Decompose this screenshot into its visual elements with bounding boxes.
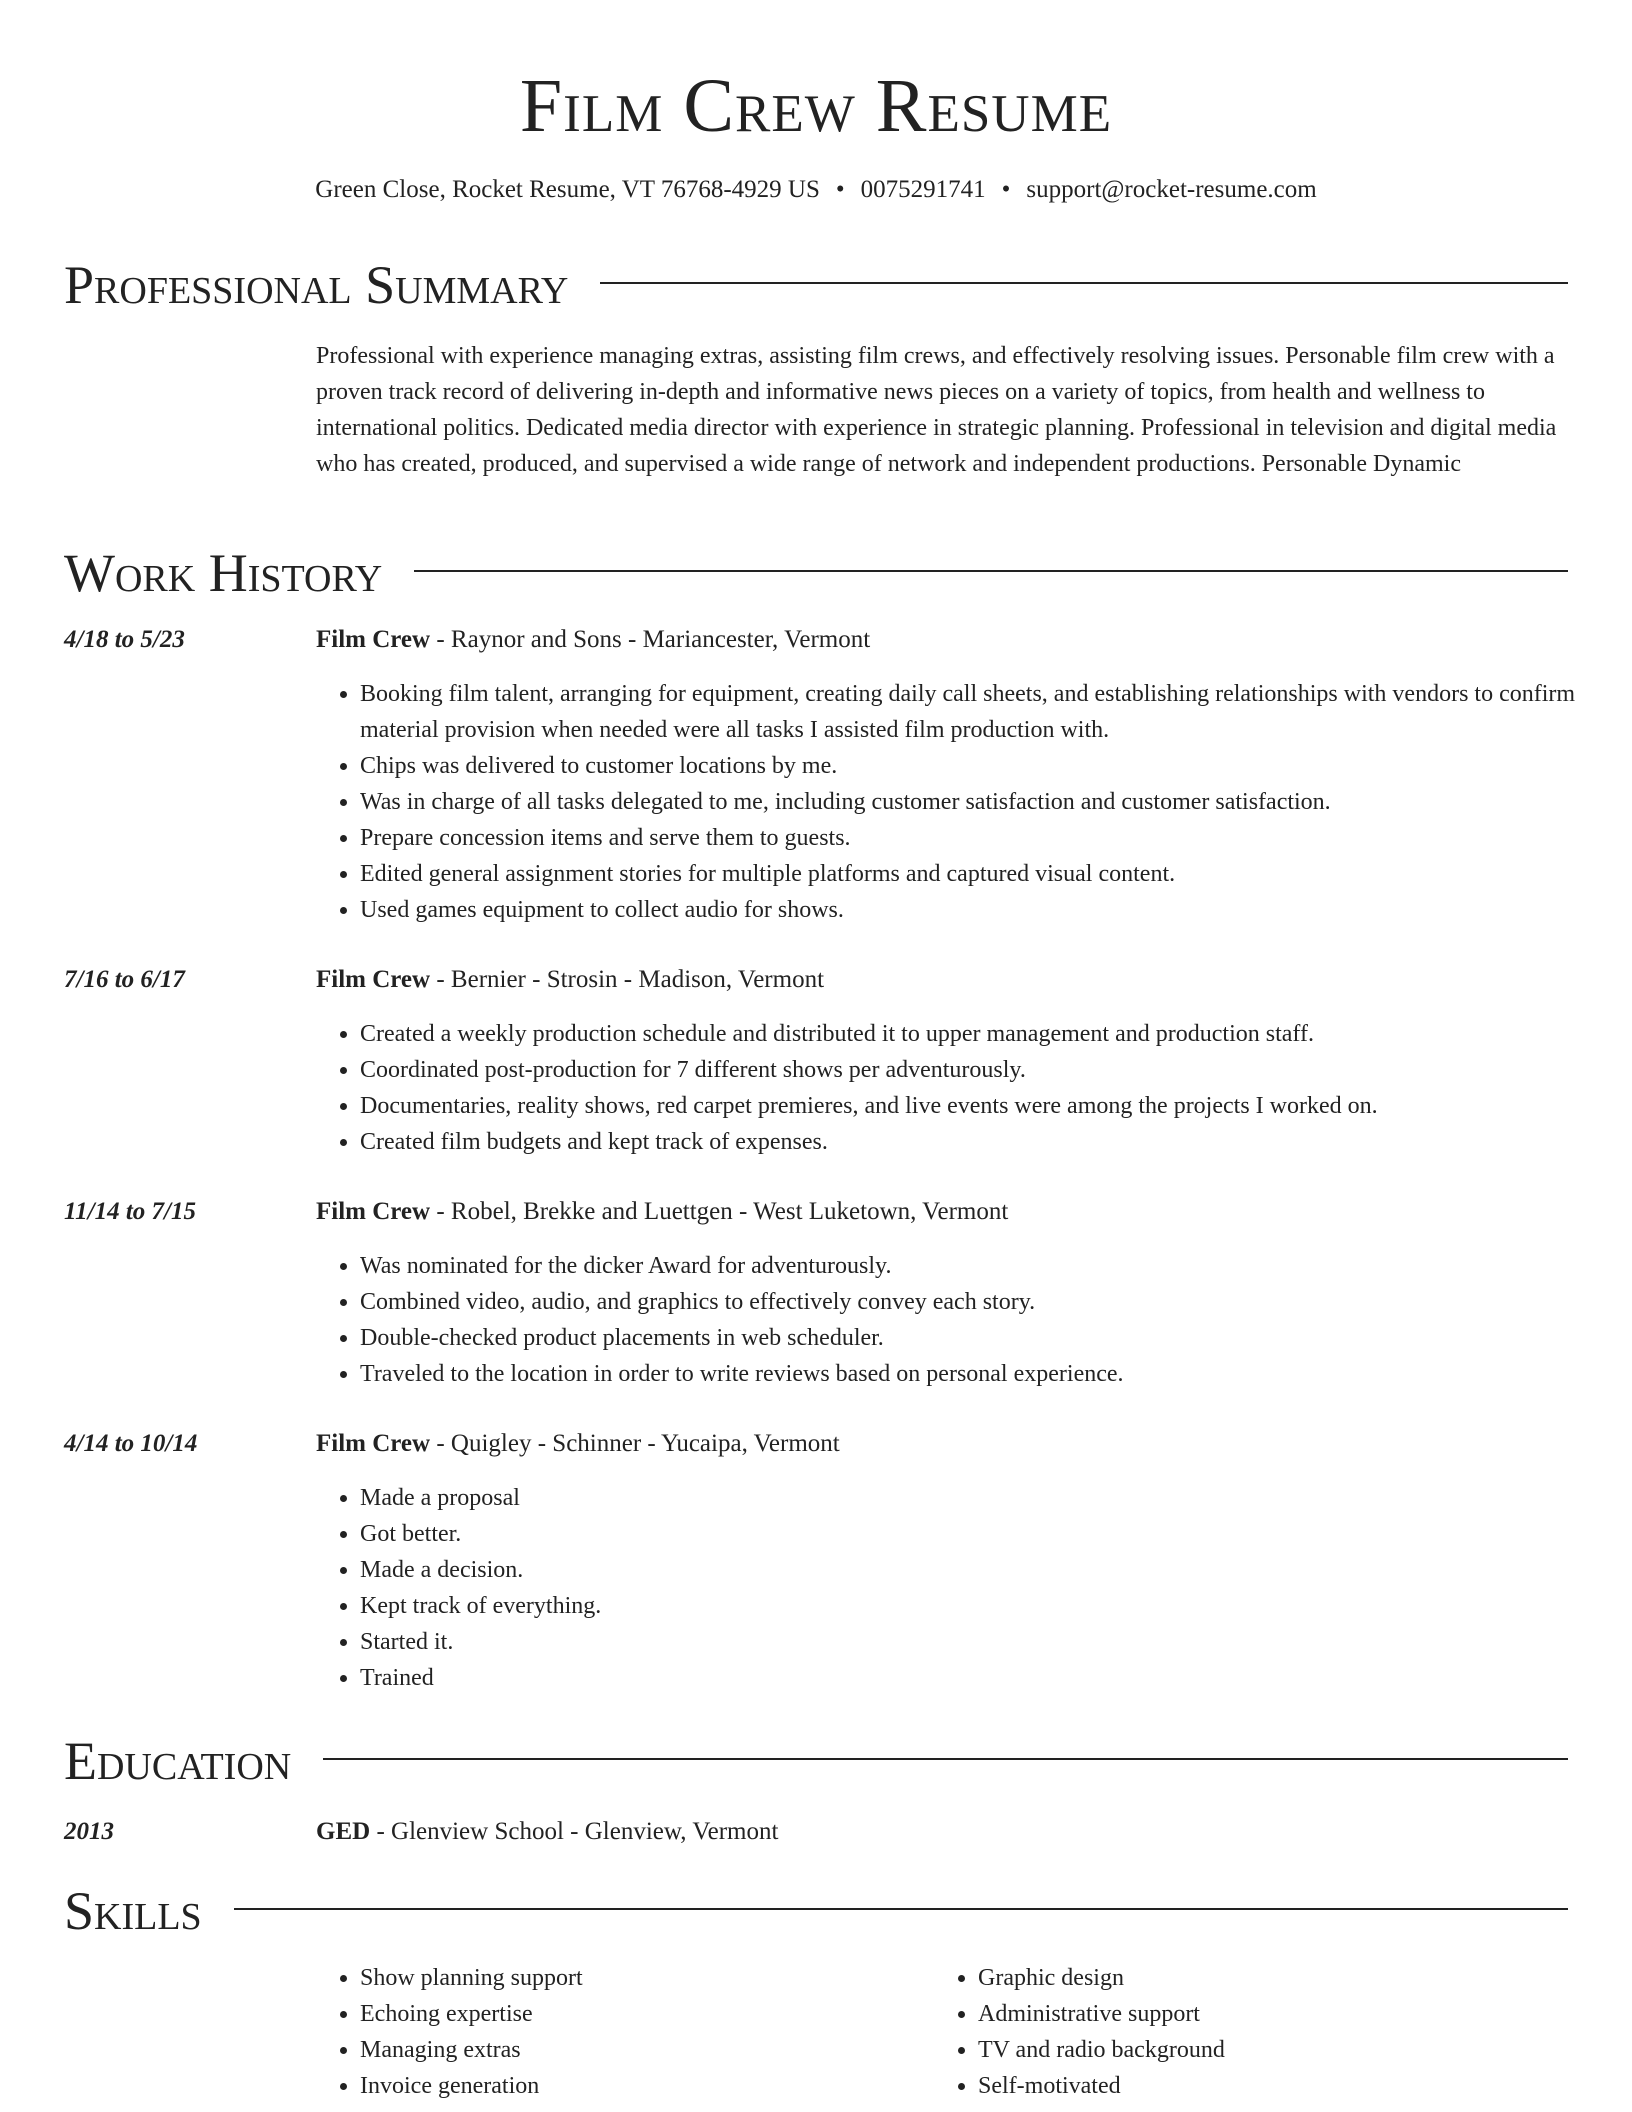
job-bullet: • Made a proposal — [360, 1480, 1632, 1516]
job-employer: - Raynor and Sons - Mariancester, Vermont — [430, 626, 871, 653]
job-employer: - Bernier - Strosin - Madison, Vermont — [430, 966, 825, 993]
skills-section-title: Skills — [64, 1881, 202, 1941]
job-date: 4/14 to 10/14 — [64, 1430, 198, 1457]
job-bullet: • Coordinated post-production for 7 different shows per adventurously. — [360, 1052, 1632, 1088]
job-role: Film Crew — [316, 1198, 431, 1225]
job-bullet: • Kept track of everything. — [360, 1588, 1632, 1624]
job-employer: - Robel, Brekke and Luettgen - West Luketown, Vermont — [430, 1198, 1009, 1225]
skill-item: • Managing extras — [360, 2032, 583, 2068]
job-title-line — [316, 622, 870, 658]
contact-separator: • — [835, 176, 845, 203]
section-divider — [323, 1758, 1568, 1760]
skills-column-1 — [316, 1960, 583, 2104]
job-bullet: • Was in charge of all tasks delegated to me, including customer satisfaction and customer satisfaction. — [360, 784, 1632, 820]
skill-item: • TV and radio background — [978, 2032, 1225, 2068]
job-title-line — [316, 1426, 840, 1462]
job-bullet: • Edited general assignment stories for multiple platforms and captured visual content. — [360, 856, 1632, 892]
skill-item: • Administrative support — [978, 1996, 1225, 2032]
job-bullet: • Traveled to the location in order to write reviews based on personal experience. — [360, 1356, 1632, 1392]
job-bullets — [316, 1480, 1632, 1696]
work-history-section-title: Work History — [64, 543, 383, 603]
job-date: 4/18 to 5/23 — [64, 626, 185, 653]
job-bullet: • Created a weekly production schedule and distributed it to upper management and production staff. — [360, 1016, 1632, 1052]
job-employer: - Quigley - Schinner - Yucaipa, Vermont — [430, 1430, 840, 1457]
contact-line — [0, 172, 1632, 208]
job-bullet: • Combined video, audio, and graphics to effectively convey each story. — [360, 1284, 1632, 1320]
education-school: - Glenview School - Glenview, Vermont — [370, 1818, 779, 1845]
job-bullet: • Got better. — [360, 1516, 1632, 1552]
work-history-section-header — [64, 538, 1568, 608]
summary-section-title: Professional Summary — [64, 255, 569, 315]
job-bullet: • Chips was delivered to customer locations by me. — [360, 748, 1632, 784]
contact-email: support@rocket-resume.com — [1026, 176, 1317, 203]
education-section-header — [64, 1726, 1568, 1796]
skills-section-header — [64, 1876, 1568, 1946]
job-role: Film Crew — [316, 1430, 431, 1457]
contact-address: Green Close, Rocket Resume, VT 76768-4929 US — [315, 176, 820, 203]
job-title-line — [316, 1194, 1008, 1230]
education-section-title: Education — [64, 1731, 292, 1791]
section-divider — [414, 570, 1568, 572]
summary-section-header — [64, 250, 1568, 320]
skill-item: • Graphic design — [978, 1960, 1225, 1996]
skill-item: • Invoice generation — [360, 2068, 583, 2104]
job-bullet: • Trained — [360, 1660, 1632, 1696]
education-title-line — [316, 1814, 778, 1850]
skill-item: • Show planning support — [360, 1960, 583, 1996]
job-title-line — [316, 962, 824, 998]
job-date: 7/16 to 6/17 — [64, 966, 185, 993]
job-bullet: • Prepare concession items and serve them to guests. — [360, 820, 1632, 856]
job-bullet: • Documentaries, reality shows, red carpet premieres, and live events were among the projects I worked on. — [360, 1088, 1632, 1124]
education-date: 2013 — [64, 1818, 114, 1845]
job-bullets — [316, 1248, 1632, 1392]
job-bullets — [316, 676, 1632, 928]
job-bullet: • Used games equipment to collect audio for shows. — [360, 892, 1632, 928]
skills-column-2 — [934, 1960, 1225, 2104]
job-bullet: • Made a decision. — [360, 1552, 1632, 1588]
job-date: 11/14 to 7/15 — [64, 1198, 196, 1225]
skill-item: • Self-motivated — [978, 2068, 1225, 2104]
job-bullets — [316, 1016, 1632, 1160]
section-divider — [234, 1908, 1568, 1910]
job-role: Film Crew — [316, 966, 431, 993]
contact-separator: • — [1001, 176, 1011, 203]
section-divider — [600, 282, 1568, 284]
job-bullet: • Double-checked product placements in web scheduler. — [360, 1320, 1632, 1356]
job-role: Film Crew — [316, 626, 431, 653]
professional-summary-text: Professional with experience managing extras, assisting film crews, and effectively resolving issues. Personable film crew with a proven track record of delivering in-depth and informative news pieces on a variety of topics, from health and wellness to international politics. Dedicated media director with experience in strategic planning. Professional in television and digital media who has created, produced, and supervised a wide range of network and independent productions. Personable Dynamic — [316, 343, 1557, 477]
skill-item: • Echoing expertise — [360, 1996, 583, 2032]
job-bullet: • Started it. — [360, 1624, 1632, 1660]
job-bullet: • Was nominated for the dicker Award for adventurously. — [360, 1248, 1632, 1284]
job-bullet: • Booking film talent, arranging for equipment, creating daily call sheets, and establishing relationships with vendors to confirm material provision when needed were all tasks I assisted film production with. — [360, 676, 1632, 748]
resume-title: Film Crew Resume — [519, 64, 1113, 148]
job-bullet: • Created film budgets and kept track of expenses. — [360, 1124, 1632, 1160]
education-degree: GED — [316, 1818, 371, 1845]
contact-phone: 0075291741 — [860, 176, 986, 203]
